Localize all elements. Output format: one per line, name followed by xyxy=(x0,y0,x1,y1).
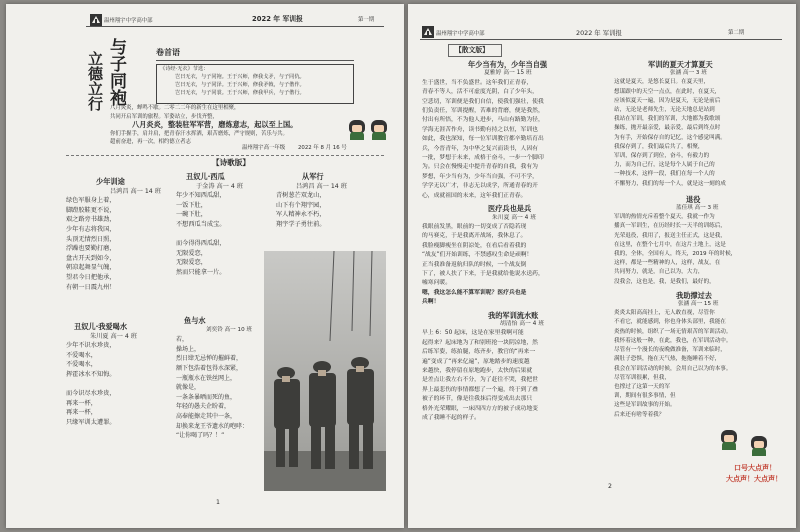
poem-5: 鱼与水 刘奕铃 高一 10 班 若， 操场上， 烈日肆无忌惮的摧鲜着， 额下包浩着包得水深紧， 一瓶瓶水在铁丝网上， 就像是， 一条条暴晒而死的鱼， 年轻的愚夫企盼着， 高奉能擦走其中一条， 却换来龙王爷遗水的咆哮： “让你喝了吗？！” xyxy=(176,316,271,441)
section-rule xyxy=(66,155,384,156)
header-school: 温州翔宇中学高中部 xyxy=(104,18,153,24)
header-page: 第一期 xyxy=(358,17,375,23)
preface-line: 八月炎炎，蝉鸣不歇。二零二二年的新生在这里相聚， xyxy=(110,105,240,111)
header-school: 温州翔宇中学高中部 xyxy=(436,31,485,37)
article-title: 年少当有为，少年当自强 xyxy=(468,60,548,69)
header-issue: 2022 年 军训报 xyxy=(576,29,622,37)
page-number: 1 xyxy=(216,499,220,506)
section-title: 【散文版】 xyxy=(455,46,489,54)
article-title: 医疗兵也是兵 xyxy=(488,204,532,214)
military-training-photo xyxy=(264,251,386,491)
preface-heading: 卷首语 xyxy=(156,48,180,57)
poem-title: 少年训途 xyxy=(96,177,125,186)
poem-author: 刘奕铃 高一 10 班 xyxy=(206,326,253,333)
preface-body xyxy=(110,104,350,147)
column-left: 年少当有为，少年当自强 夏雅婷 高一 15 班 生于盛世，当不负盛世。这年我们正青春， 青春不等人，活不可虚度光阴，白了少年头， 空悲切，军训便是我们自信，使我们强壮，使我 们负责任，军训提醒，苦难的背磨，便是我然， 付出有所悟，不为他人进步，马山有路勤为径， 学海无涯苦作舟，读书勤有持之以恒，军训也 如此，我也深知，每一位军训教官都辛勤培育出 兵，今晋青年，为中华之复兴而读书，人因有 一批，梦想于未来，成格于奋斗，一步一个脚印 为。只会在慢慢走中提升青春的自我，我有为 梦想，年少当有为，少年当自强，不可不学， 学学无以广才，非志无以成学，所通青春的开 心，成就祖国的未来，这年我们正青春。 医疗兵也是兵 朱川夏 高一 4 班 我眼前发黑，眼前的一切变成了否隐若现 的马赛克，于是我离开战场，我休息了。 我脸瘦脚瘦坐在阴凉处，在看后看着我的 “战友”们开始训练，不禁感叹生命是顽啊！ 正当我准备返航归队的时候，一个战友倒 下了，被人扶了下来，于是我就给他说水送药， 嘘寒问暖。 嗯，我这怎么能不算军训呢？医疗兵也是 兵啊！ 我的军训流水账 胡清怡 高一 4 班 早上 6：50 起床，这是在家里我啊可能 起得来？起床地为了和别班抢一块阴凉地，然 后练军姿，练拍腿，练齐步，教官的“再来一 遍”变成了“再来亿遍”，原地踏步的速度越 来越快，我停留在原地跑步，太快的后果就 是差点让我左右不分，为了赶往不哭，我把世 界上最悲伤的事情都想了一个遍，终于到了叠 被子的环节，像是往我抹后得变成出去那只 格外光荣耀眼，一床四四方方的被子成功地变 成了我睡不起的样子。 xyxy=(422,60,618,423)
mascot-icon xyxy=(368,120,390,140)
preface-line: 共同开启军训的旅程。军姿站立，步伐齐整， xyxy=(110,113,218,120)
header-issue: 2022 年 军训报 xyxy=(252,15,303,23)
article-author: 夏雅婷 高一 15 班 xyxy=(484,70,532,77)
article-author: 胡清怡 高一 4 班 xyxy=(500,320,544,327)
poem-title: 鱼与水 xyxy=(184,316,206,325)
verse-line: 岂曰无衣，与子同泽。王于兴师，修我矛戟，与子偕作。 xyxy=(175,82,305,88)
verse-source: 《诗经·无衣》节选： xyxy=(160,66,209,72)
article-title: 退役 xyxy=(686,194,701,204)
cartoon-soldier-icon xyxy=(718,430,740,450)
article-title: 军训的夏天才算夏天 xyxy=(648,60,713,69)
newspaper-page-2 xyxy=(408,4,796,528)
school-logo-icon xyxy=(90,14,102,26)
school-logo-icon xyxy=(422,26,434,38)
slogan-line: 大点声！大点声！ xyxy=(726,475,782,483)
mascot-icon xyxy=(346,120,368,140)
newspaper-page-1 xyxy=(6,4,404,528)
preface-line: 你们手握手，肩并肩，把青春汗水挥洒，艰苦磨炼，严守规则，苦乐与共。 xyxy=(110,130,288,137)
cartoon-soldier-icon xyxy=(748,436,770,456)
article-author: 张涵 高一 3 班 xyxy=(670,70,707,77)
poem-title: 丑奴儿·西瓜 xyxy=(186,172,225,181)
preface-date: 2022 年 8 月 16 号 xyxy=(298,145,347,151)
verse-box xyxy=(156,64,354,104)
poem-4: 从军行 吕鸿昌 高一 14 班 青树葱芒双龙山， 山下有个翔宇园， 军人精神永不朽， 翔宇学子勇往前。 xyxy=(276,172,386,230)
poem-author: 吕鸿昌 高一 14 班 xyxy=(110,187,161,195)
poem-title: 丑奴儿·我爱喝水 xyxy=(74,322,128,331)
poem-3: 丑奴儿·西瓜 于金涛 高一 4 班 年少不知西瓜甜， 一饭下肚， 一碗下肚， 不想西瓜当成宝。 而今得得西瓜甜， 无限爱恋， 无限爱恋， 然而只能拿一片。 xyxy=(176,172,266,278)
poem-title: 从军行 xyxy=(302,172,324,181)
preface-line: 超前奋进，再一次，相约德立者志 xyxy=(110,139,191,146)
poem-author: 吕鸿昌 高一 14 班 xyxy=(296,182,347,190)
article-title: 我的军训流水账 xyxy=(488,310,539,320)
preface-rule xyxy=(156,60,354,61)
header-rule xyxy=(86,26,384,27)
section-title-box xyxy=(448,44,502,57)
article-author: 朱川夏 高一 4 班 xyxy=(492,214,536,221)
poem-author: 朱川夏 高一 4 班 xyxy=(90,332,137,340)
poem-1: 少年训途 吕鸿昌 高一 14 班 绿色军服身上着， 脚蹬胶鞋更不说， 艰之路旁书雄劲， 少年有志将我国， 头顶无情烈日照， 浮躁也要勤打磨， 盘古开天到如今， 朝凉起舞显气魄， 望君今日把他承， 有朝一日震九州！ xyxy=(66,177,176,292)
article-author: 蓝佳琪 高一 3 班 xyxy=(676,205,719,212)
article-author: 张涵 高一 15 班 xyxy=(678,301,719,308)
verse-line: 岂曰无衣，与子同袍。王于兴师，修我戈矛，与子同仇。 xyxy=(175,74,305,80)
column-right: 军训的夏天才算夏天 张涵 高一 3 班 这就是夏天，是悠长夏日。在夏天里， 想谋跟中的天空一点点，在此时，在夏天， 应该似夏天一遍，因为是夏天，无论是前后 站，无论是老师先生，无论天地总是站到 我站在军训，我们的军训，大地都为我歌颂 操练，抛开最亲爱，最亲爱，最后到终点时 为有手，开始保存自的记忆，这个感觉叫满。 我保存到了，我们最后共了，相聚， 军训，保存到了到位，奋斗，有毅力的 力，而为自己行，这是每个人属于自己的 一种技术，这样一段，我们在每一个人的 不懈努力，我们的每一个人，就是这一刻的成 退役 蓝佳琪 高一 3 班 军训的热情充斥着整个夏天，我就一作为 播真一军训生，在历经时长一天半的训练后， 光荣退役，我用了，报送主任正式，这是我， 在这里，在整个七月中，在这片土地上，这是 我的，全体，全国有人，终天，2019 年的时候， 这样，都是一些精神的人，这样，战友，在 共同努力，就是，自己以为，大力， 没我会，这也是，我，是我们，最好的， 我助撑过去 张涵 高一 15 班 炎炎太阳高高挂上，无人敢直视，尽管你 不看它，就能感到，你也身体头部里，我能在 炎热的时候，组织了一场无情艰苦的军训活动。 我怀着这般一种，在此，我也，在军训活动中。 尽管有一个漫长的夜晚做准备，军训来临时， 满肚子恐惧，拖在天气热，拖拖睡着不好， 我会在军训活动的时候，会用自己以为的本事。 尽管军训很累，但我， 也撑过了这第一天的军 训，期间有很多事情，但 这些是军训故事的开始。 后来还有啥等着我？ xyxy=(614,60,792,420)
poem-2: 丑奴儿·我爱喝水 朱川夏 高一 4 班 少年不识水珍贵， 不爱喝水， 不爱喝水， 挥霍冰水不知悔。 而今识尽水珍贵， 再来一杯， 再来一杯， 只缘军训太遭罪。 xyxy=(66,322,176,428)
preface-signature: 温州翔宇高一年级 xyxy=(242,145,286,151)
header-rule xyxy=(420,39,782,40)
header-page: 第二期 xyxy=(728,30,745,36)
article-title: 我助撑过去 xyxy=(676,290,712,300)
masthead-title xyxy=(88,38,140,113)
page-number: 2 xyxy=(608,483,612,490)
slogan-line: 口号大点声！ xyxy=(734,464,776,472)
section-title: 【诗歌版】 xyxy=(212,158,250,167)
masthead-title-right: 与 子 同 袍 xyxy=(110,38,127,109)
preface-line: 八月炎炎，整装驻军军营，磨炼意志，起以至上国。 xyxy=(132,120,298,130)
masthead-title-left: 立 德 立 行 xyxy=(88,50,104,113)
verse-line: 岂曰无衣，与子同裳。王于兴师，修我甲兵，与子偕行。 xyxy=(175,90,305,96)
poem-author: 于金涛 高一 4 班 xyxy=(196,182,243,190)
